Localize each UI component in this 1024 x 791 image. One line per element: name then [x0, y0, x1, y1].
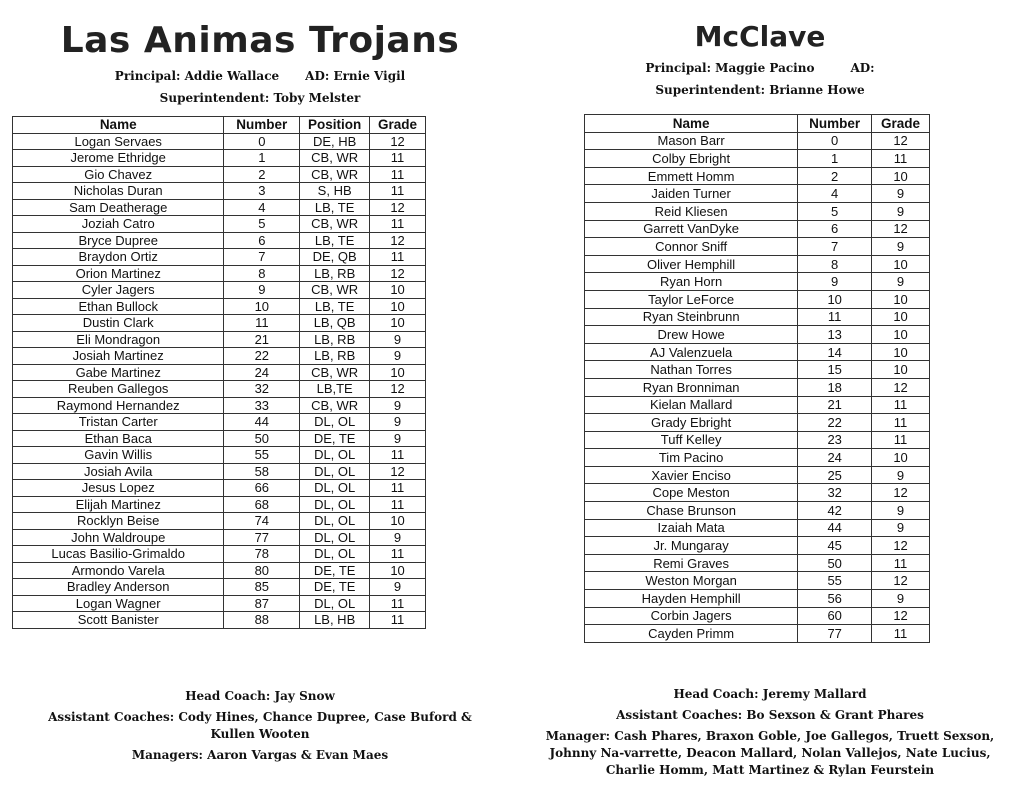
player-name: Gavin Willis: [13, 447, 224, 464]
player-number: 1: [798, 150, 872, 168]
player-number: 21: [224, 331, 300, 348]
player-grade: 10: [370, 364, 426, 381]
player-name: Mason Barr: [585, 132, 798, 150]
player-name: Tim Pacino: [585, 449, 798, 467]
table-row: [585, 449, 930, 467]
player-grade: 12: [370, 265, 426, 282]
player-grade: 10: [370, 298, 426, 315]
player-number: 11: [798, 308, 872, 326]
player-position: CB, WR: [300, 166, 370, 183]
player-grade: 12: [872, 484, 930, 502]
player-number: 68: [224, 496, 300, 513]
player-position: LB, RB: [300, 331, 370, 348]
player-grade: 11: [370, 216, 426, 233]
table-row: [585, 255, 930, 273]
athletic-director: AD: Ernie Vigil: [305, 69, 406, 83]
player-grade: 9: [370, 397, 426, 414]
player-grade: 9: [872, 238, 930, 256]
player-name: Chase Brunson: [585, 502, 798, 520]
mcclave-roster-table: [584, 114, 930, 643]
player-number: 10: [798, 290, 872, 308]
principal-ad-line: [40, 69, 480, 83]
table-row: [13, 529, 426, 546]
player-name: Dustin Clark: [13, 315, 224, 332]
player-number: 74: [224, 513, 300, 530]
player-grade: 11: [370, 546, 426, 563]
table-row: [585, 537, 930, 555]
table-row: [585, 502, 930, 520]
player-grade: 12: [370, 463, 426, 480]
player-name: Bradley Anderson: [13, 579, 224, 596]
player-grade: 12: [370, 199, 426, 216]
player-number: 0: [798, 132, 872, 150]
player-grade: 10: [872, 343, 930, 361]
player-grade: 11: [872, 625, 930, 643]
player-name: Cayden Primm: [585, 625, 798, 643]
player-name: AJ Valenzuela: [585, 343, 798, 361]
table-row: [13, 183, 426, 200]
table-row: [13, 546, 426, 563]
table-row: [13, 232, 426, 249]
table-row: [13, 298, 426, 315]
player-name: Cope Meston: [585, 484, 798, 502]
player-number: 25: [798, 466, 872, 484]
player-number: 55: [798, 572, 872, 590]
player-name: Ethan Bullock: [13, 298, 224, 315]
player-number: 3: [224, 183, 300, 200]
player-number: 88: [224, 612, 300, 629]
player-name: Gio Chavez: [13, 166, 224, 183]
player-grade: 10: [872, 326, 930, 344]
player-grade: 12: [370, 381, 426, 398]
player-name: Oliver Hemphill: [585, 255, 798, 273]
las-animas-coaches: [40, 688, 480, 768]
player-number: 2: [224, 166, 300, 183]
player-number: 56: [798, 590, 872, 608]
player-number: 5: [798, 202, 872, 220]
table-row: [585, 326, 930, 344]
player-grade: 12: [370, 133, 426, 150]
player-position: DL, OL: [300, 513, 370, 530]
player-number: 13: [798, 326, 872, 344]
player-name: Ryan Horn: [585, 273, 798, 291]
player-number: 2: [798, 167, 872, 185]
table-row: [13, 166, 426, 183]
player-number: 15: [798, 361, 872, 379]
table-row: [585, 185, 930, 203]
player-position: LB, QB: [300, 315, 370, 332]
player-grade: 9: [370, 430, 426, 447]
player-name: Izaiah Mata: [585, 519, 798, 537]
player-name: Jaiden Turner: [585, 185, 798, 203]
player-grade: 11: [370, 249, 426, 266]
player-grade: 11: [370, 612, 426, 629]
player-grade: 9: [872, 273, 930, 291]
table-row: [13, 364, 426, 381]
player-name: Sam Deatherage: [13, 199, 224, 216]
table-row: [13, 513, 426, 530]
table-row: [13, 265, 426, 282]
player-number: 50: [798, 554, 872, 572]
table-row: [13, 199, 426, 216]
player-grade: 12: [872, 220, 930, 238]
superintendent: Superintendent: Brianne Howe: [655, 83, 865, 97]
player-name: Bryce Dupree: [13, 232, 224, 249]
mcclave-coaches: [525, 686, 1015, 783]
player-number: 0: [224, 133, 300, 150]
table-row: [585, 220, 930, 238]
principal: Principal: Maggie Pacino: [645, 61, 815, 75]
player-number: 78: [224, 546, 300, 563]
player-name: Gabe Martinez: [13, 364, 224, 381]
table-row: [13, 595, 426, 612]
player-number: 6: [224, 232, 300, 249]
table-row: [585, 150, 930, 168]
player-grade: 10: [872, 308, 930, 326]
player-position: DE, TE: [300, 430, 370, 447]
player-position: CB, WR: [300, 397, 370, 414]
table-row: [13, 480, 426, 497]
table-row: [13, 397, 426, 414]
player-name: Ethan Baca: [13, 430, 224, 447]
player-position: DE, TE: [300, 562, 370, 579]
player-name: John Waldroupe: [13, 529, 224, 546]
assistant-coaches: Assistant Coaches: Cody Hines, Chance Dupree, Case Buford & Kullen Wooten: [48, 710, 472, 741]
table-row: [585, 554, 930, 572]
player-name: Jerome Ethridge: [13, 150, 224, 167]
table-row: [585, 202, 930, 220]
table-row: [585, 378, 930, 396]
player-number: 60: [798, 607, 872, 625]
header-grade: Grade: [370, 117, 426, 134]
table-row: [585, 572, 930, 590]
player-number: 77: [798, 625, 872, 643]
table-header-row: [585, 115, 930, 133]
managers: Manager: Cash Phares, Braxon Goble, Joe Gallegos, Truett Sexson, Johnny Na-varrette, Deacon Mallard, Nolan Vallejos, Nate Lucius, Charlie Homm, Matt Martinez & Rylan Feurstein: [545, 729, 995, 777]
table-row: [13, 133, 426, 150]
player-position: DL, OL: [300, 480, 370, 497]
player-name: Eli Mondragon: [13, 331, 224, 348]
player-name: Raymond Hernandez: [13, 397, 224, 414]
table-row: [585, 308, 930, 326]
player-grade: 9: [872, 519, 930, 537]
table-row: [585, 343, 930, 361]
player-number: 8: [224, 265, 300, 282]
player-grade: 11: [872, 150, 930, 168]
player-name: Reid Kliesen: [585, 202, 798, 220]
player-number: 6: [798, 220, 872, 238]
table-row: [585, 167, 930, 185]
player-position: CB, WR: [300, 150, 370, 167]
player-name: Orion Martinez: [13, 265, 224, 282]
player-number: 18: [798, 378, 872, 396]
table-row: [13, 348, 426, 365]
table-row: [13, 447, 426, 464]
player-name: Josiah Avila: [13, 463, 224, 480]
player-number: 4: [798, 185, 872, 203]
player-grade: 12: [872, 607, 930, 625]
player-position: DL, OL: [300, 595, 370, 612]
player-name: Jr. Mungaray: [585, 537, 798, 555]
player-grade: 10: [370, 315, 426, 332]
player-name: Corbin Jagers: [585, 607, 798, 625]
player-number: 42: [798, 502, 872, 520]
table-row: [13, 496, 426, 513]
player-number: 58: [224, 463, 300, 480]
player-grade: 10: [872, 255, 930, 273]
player-number: 32: [798, 484, 872, 502]
player-position: DE, TE: [300, 579, 370, 596]
table-row: [13, 282, 426, 299]
player-grade: 10: [872, 361, 930, 379]
header-name: Name: [585, 115, 798, 133]
player-position: DE, QB: [300, 249, 370, 266]
player-grade: 9: [370, 348, 426, 365]
player-number: 77: [224, 529, 300, 546]
table-row: [585, 484, 930, 502]
player-name: Tuff Kelley: [585, 431, 798, 449]
player-position: LB, HB: [300, 612, 370, 629]
player-number: 44: [224, 414, 300, 431]
table-row: [13, 381, 426, 398]
player-name: Rocklyn Beise: [13, 513, 224, 530]
player-position: CB, WR: [300, 282, 370, 299]
player-number: 44: [798, 519, 872, 537]
player-name: Colby Ebright: [585, 150, 798, 168]
player-position: LB,TE: [300, 381, 370, 398]
player-number: 1: [224, 150, 300, 167]
table-row: [585, 361, 930, 379]
table-row: [585, 290, 930, 308]
team-title: Las Animas Trojans: [60, 20, 460, 61]
player-grade: 11: [370, 150, 426, 167]
player-name: Remi Graves: [585, 554, 798, 572]
player-number: 9: [224, 282, 300, 299]
player-number: 4: [224, 199, 300, 216]
player-grade: 9: [370, 331, 426, 348]
player-number: 8: [798, 255, 872, 273]
table-row: [13, 315, 426, 332]
player-grade: 10: [872, 290, 930, 308]
player-number: 55: [224, 447, 300, 464]
player-grade: 9: [872, 202, 930, 220]
player-grade: 11: [872, 414, 930, 432]
team-title: McClave: [694, 20, 826, 53]
table-row: [13, 612, 426, 629]
player-position: CB, WR: [300, 216, 370, 233]
player-position: DL, OL: [300, 414, 370, 431]
table-row: [585, 238, 930, 256]
table-row: [13, 249, 426, 266]
player-name: Connor Sniff: [585, 238, 798, 256]
player-position: S, HB: [300, 183, 370, 200]
player-grade: 11: [872, 431, 930, 449]
managers: Managers: Aaron Vargas & Evan Maes: [131, 748, 389, 762]
player-grade: 9: [872, 590, 930, 608]
table-row: [13, 414, 426, 431]
player-grade: 10: [370, 562, 426, 579]
player-number: 50: [224, 430, 300, 447]
player-number: 24: [798, 449, 872, 467]
player-grade: 11: [370, 447, 426, 464]
player-position: DL, OL: [300, 529, 370, 546]
table-row: [13, 463, 426, 480]
table-row: [13, 216, 426, 233]
table-row: [585, 590, 930, 608]
player-position: LB, TE: [300, 298, 370, 315]
player-grade: 12: [872, 572, 930, 590]
player-name: Joziah Catro: [13, 216, 224, 233]
player-name: Drew Howe: [585, 326, 798, 344]
player-position: DL, OL: [300, 447, 370, 464]
player-grade: 12: [872, 537, 930, 555]
player-position: LB, TE: [300, 232, 370, 249]
player-name: Taylor LeForce: [585, 290, 798, 308]
header-name: Name: [13, 117, 224, 134]
player-name: Weston Morgan: [585, 572, 798, 590]
player-name: Braydon Ortiz: [13, 249, 224, 266]
player-name: Cyler Jagers: [13, 282, 224, 299]
table-row: [13, 331, 426, 348]
player-name: Scott Banister: [13, 612, 224, 629]
head-coach: Head Coach: Jeremy Mallard: [673, 687, 867, 701]
player-number: 33: [224, 397, 300, 414]
table-row: [585, 625, 930, 643]
player-position: LB, RB: [300, 265, 370, 282]
player-name: Nicholas Duran: [13, 183, 224, 200]
player-number: 24: [224, 364, 300, 381]
player-name: Hayden Hemphill: [585, 590, 798, 608]
player-position: CB, WR: [300, 364, 370, 381]
table-row: [585, 132, 930, 150]
player-grade: 9: [370, 414, 426, 431]
player-grade: 9: [370, 529, 426, 546]
table-row: [585, 519, 930, 537]
player-grade: 11: [370, 595, 426, 612]
player-grade: 11: [370, 496, 426, 513]
player-name: Ryan Steinbrunn: [585, 308, 798, 326]
player-grade: 9: [370, 579, 426, 596]
player-name: Armondo Varela: [13, 562, 224, 579]
player-number: 7: [224, 249, 300, 266]
player-grade: 10: [872, 167, 930, 185]
assistant-coaches: Assistant Coaches: Bo Sexson & Grant Phares: [616, 708, 924, 722]
player-number: 21: [798, 396, 872, 414]
player-number: 9: [798, 273, 872, 291]
player-name: Kielan Mallard: [585, 396, 798, 414]
table-row: [13, 562, 426, 579]
table-row: [585, 431, 930, 449]
player-number: 22: [798, 414, 872, 432]
player-grade: 12: [872, 132, 930, 150]
mcclave-section: [520, 0, 1000, 97]
player-name: Grady Ebright: [585, 414, 798, 432]
player-number: 80: [224, 562, 300, 579]
player-grade: 11: [370, 166, 426, 183]
player-name: Lucas Basilio-Grimaldo: [13, 546, 224, 563]
player-grade: 10: [370, 513, 426, 530]
table-row: [585, 466, 930, 484]
player-grade: 12: [872, 378, 930, 396]
table-row: [13, 150, 426, 167]
player-grade: 12: [370, 232, 426, 249]
table-row: [585, 273, 930, 291]
player-name: Logan Wagner: [13, 595, 224, 612]
player-grade: 9: [872, 466, 930, 484]
player-number: 11: [224, 315, 300, 332]
player-name: Logan Servaes: [13, 133, 224, 150]
player-grade: 10: [872, 449, 930, 467]
player-position: LB, RB: [300, 348, 370, 365]
player-grade: 9: [872, 185, 930, 203]
player-grade: 11: [872, 554, 930, 572]
player-name: Xavier Enciso: [585, 466, 798, 484]
table-row: [13, 579, 426, 596]
player-number: 45: [798, 537, 872, 555]
player-grade: 11: [370, 183, 426, 200]
player-name: Reuben Gallegos: [13, 381, 224, 398]
header-number: Number: [224, 117, 300, 134]
player-position: LB, TE: [300, 199, 370, 216]
player-number: 5: [224, 216, 300, 233]
principal-ad-line: [520, 61, 1000, 75]
player-number: 87: [224, 595, 300, 612]
las-animas-roster-table: [12, 116, 426, 629]
player-name: Nathan Torres: [585, 361, 798, 379]
player-number: 10: [224, 298, 300, 315]
player-position: DL, OL: [300, 463, 370, 480]
player-grade: 9: [872, 502, 930, 520]
player-name: Tristan Carter: [13, 414, 224, 431]
player-number: 14: [798, 343, 872, 361]
player-number: 7: [798, 238, 872, 256]
las-animas-section: [40, 0, 480, 105]
player-number: 85: [224, 579, 300, 596]
player-grade: 10: [370, 282, 426, 299]
principal: Principal: Addie Wallace: [114, 69, 280, 83]
head-coach: Head Coach: Jay Snow: [185, 689, 335, 703]
table-row: [585, 396, 930, 414]
player-name: Ryan Bronniman: [585, 378, 798, 396]
player-number: 22: [224, 348, 300, 365]
player-name: Garrett VanDyke: [585, 220, 798, 238]
player-grade: 11: [872, 396, 930, 414]
player-position: DL, OL: [300, 546, 370, 563]
table-row: [13, 430, 426, 447]
player-grade: 11: [370, 480, 426, 497]
header-position: Position: [300, 117, 370, 134]
player-number: 32: [224, 381, 300, 398]
player-position: DL, OL: [300, 496, 370, 513]
player-name: Emmett Homm: [585, 167, 798, 185]
player-name: Elijah Martinez: [13, 496, 224, 513]
player-number: 66: [224, 480, 300, 497]
player-name: Jesus Lopez: [13, 480, 224, 497]
table-row: [585, 414, 930, 432]
player-number: 23: [798, 431, 872, 449]
table-header-row: [13, 117, 426, 134]
header-grade: Grade: [872, 115, 930, 133]
header-number: Number: [798, 115, 872, 133]
table-row: [585, 607, 930, 625]
superintendent: Superintendent: Toby Melster: [159, 91, 361, 105]
athletic-director: AD:: [850, 61, 875, 75]
player-name: Josiah Martinez: [13, 348, 224, 365]
player-position: DE, HB: [300, 133, 370, 150]
